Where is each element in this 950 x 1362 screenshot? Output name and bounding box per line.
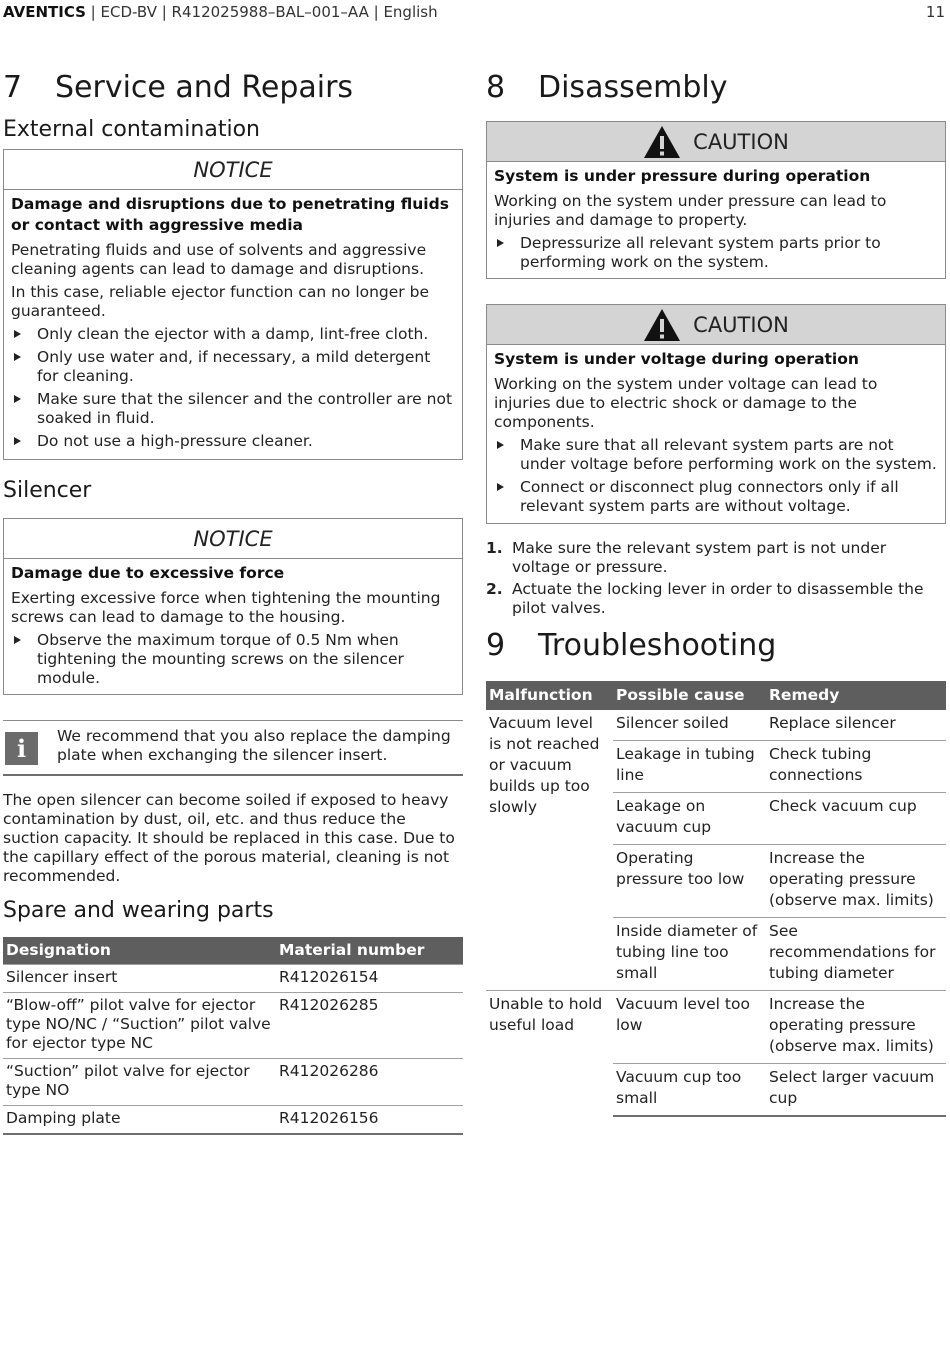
remedy-cell: Increase the operating pressure (observe max. limits) xyxy=(766,845,946,918)
remedy-cell: Check vacuum cup xyxy=(766,793,946,845)
caution-header xyxy=(487,305,945,345)
page-number: 11 xyxy=(925,3,945,21)
column-header: Remedy xyxy=(766,681,946,710)
step-item xyxy=(486,539,946,577)
remedy-cell: Replace silencer xyxy=(769,714,896,732)
section-number: 7 xyxy=(3,70,23,105)
document-info: | ECD-BV | R412025988–BAL–001–AA | English xyxy=(85,3,438,21)
external-contamination-heading: External contamination xyxy=(3,117,260,142)
cause-cell: Vacuum level too low xyxy=(613,991,766,1064)
material-number-cell: R412026154 xyxy=(276,965,463,993)
material-number-cell: R412026286 xyxy=(276,1059,463,1106)
warning-triangle-icon xyxy=(643,125,681,159)
cause-cell: Inside diameter of tubing line too small xyxy=(613,918,766,991)
notice-label: NOTICE xyxy=(4,519,462,559)
notice-text: In this case, reliable ejector function can no longer be guaranteed. xyxy=(11,283,429,320)
bullet-item: Make sure that all relevant system parts are not under voltage before performing work on the system. xyxy=(494,436,938,474)
malfunction-cell: Unable to hold useful load xyxy=(486,991,613,1117)
caution-label: CAUTION xyxy=(693,129,789,154)
notice-label: NOTICE xyxy=(4,150,462,190)
column-header: Designation xyxy=(3,937,276,965)
table-row xyxy=(3,993,463,1059)
designation-cell: “Blow-off” pilot valve for ejector type NO/NC / “Suction” pilot valve for ejector type NC xyxy=(3,993,276,1059)
section-8-heading xyxy=(486,70,728,105)
info-note xyxy=(3,720,463,776)
bullet-item: Only clean the ejector with a damp, lint-free cloth. xyxy=(11,325,455,344)
warning-triangle-icon xyxy=(643,308,681,342)
table-row xyxy=(3,1059,463,1106)
notice-title: Damage due to excessive force xyxy=(11,564,285,582)
caution-header xyxy=(487,122,945,162)
step-number: 1. xyxy=(486,539,503,557)
step-number: 2. xyxy=(486,580,503,598)
bullet-item: Do not use a high-pressure cleaner. xyxy=(11,432,455,451)
bullet-item: Observe the maximum torque of 0.5 Nm when tightening the mounting screws on the silencer module. xyxy=(11,631,455,688)
silencer-heading: Silencer xyxy=(3,478,92,503)
column-header: Material number xyxy=(276,937,463,965)
table-header-row xyxy=(486,681,946,710)
caution-label: CAUTION xyxy=(693,312,789,337)
bullet-item: Only use water and, if necessary, a mild detergent for cleaning. xyxy=(11,348,455,386)
table-row xyxy=(3,1106,463,1135)
remedy-cell: See recommendations for tubing diameter xyxy=(766,918,946,991)
malfunction-cell: Vacuum level is not reached or vacuum builds up too slowly xyxy=(489,714,600,816)
cause-cell: Silencer soiled xyxy=(616,714,729,732)
remedy-cell: Check tubing connections xyxy=(766,741,946,793)
step-item xyxy=(486,580,946,618)
disassembly-steps xyxy=(486,539,946,621)
designation-cell: Silencer insert xyxy=(3,965,276,993)
section-title: Service and Repairs xyxy=(55,70,354,105)
page-header xyxy=(3,3,945,23)
designation-cell: Damping plate xyxy=(3,1106,276,1135)
notice-box-contamination xyxy=(3,149,463,460)
caution-box-pressure xyxy=(486,121,946,279)
notice-text: Penetrating fluids and use of solvents and aggressive cleaning agents can lead to damage and disruptions. xyxy=(11,241,427,278)
section-title: Troubleshooting xyxy=(538,628,777,663)
notice-title: Damage and disruptions due to penetrating fluids or contact with aggressive media xyxy=(11,195,449,234)
caution-title: System is under pressure during operation xyxy=(494,167,871,185)
designation-cell: “Suction” pilot valve for ejector type NO xyxy=(3,1059,276,1106)
section-title: Disassembly xyxy=(538,70,728,105)
caution-title: System is under voltage during operation xyxy=(494,350,859,368)
info-icon: i xyxy=(5,732,38,765)
column-header: Possible cause xyxy=(613,681,766,710)
bullet-item: Connect or disconnect plug connectors only if all relevant system parts are without voltage. xyxy=(494,478,938,516)
spare-parts-table xyxy=(3,937,463,1135)
caution-text: Working on the system under voltage can lead to injuries due to electric shock or damage to the components. xyxy=(494,375,878,431)
table-row xyxy=(486,710,946,741)
remedy-cell: Select larger vacuum cup xyxy=(766,1064,946,1117)
cause-cell: Operating pressure too low xyxy=(613,845,766,918)
section-7-heading xyxy=(3,70,353,105)
table-row xyxy=(3,965,463,993)
column-header: Malfunction xyxy=(486,681,613,710)
info-text: We recommend that you also replace the damping plate when exchanging the silencer insert. xyxy=(57,727,451,764)
bullet-item: Make sure that the silencer and the controller are not soaked in fluid. xyxy=(11,390,455,428)
notice-box-silencer xyxy=(3,518,463,695)
cause-cell: Vacuum cup too small xyxy=(613,1064,766,1117)
material-number-cell: R412026156 xyxy=(276,1106,463,1135)
section-number: 9 xyxy=(486,628,506,663)
caution-box-voltage xyxy=(486,304,946,524)
section-number: 8 xyxy=(486,70,506,105)
notice-text: Exerting excessive force when tightening the mounting screws can lead to damage to the housing. xyxy=(11,589,441,626)
step-text: Make sure the relevant system part is not under voltage or pressure. xyxy=(512,539,887,576)
caution-text: Working on the system under pressure can lead to injuries and damage to property. xyxy=(494,192,887,229)
remedy-cell: Increase the operating pressure (observe max. limits) xyxy=(766,991,946,1064)
spare-parts-heading: Spare and wearing parts xyxy=(3,898,274,923)
bullet-item: Depressurize all relevant system parts prior to performing work on the system. xyxy=(494,234,938,272)
section-9-heading xyxy=(486,628,776,663)
material-number-cell: R412026285 xyxy=(276,993,463,1059)
table-row xyxy=(486,991,946,1064)
silencer-paragraph: The open silencer can become soiled if exposed to heavy contamination by dust, oil, etc. and thus reduce the suction capacity. It should be replaced in this case. Due to the capillary effect of the porous material, cleaning is not recommended. xyxy=(3,791,455,885)
table-header-row xyxy=(3,937,463,965)
brand-name: AVENTICS xyxy=(3,3,86,21)
cause-cell: Leakage in tubing line xyxy=(613,741,766,793)
cause-cell: Leakage on vacuum cup xyxy=(613,793,766,845)
step-text: Actuate the locking lever in order to disassemble the pilot valves. xyxy=(512,580,924,617)
troubleshooting-table xyxy=(486,681,946,1117)
